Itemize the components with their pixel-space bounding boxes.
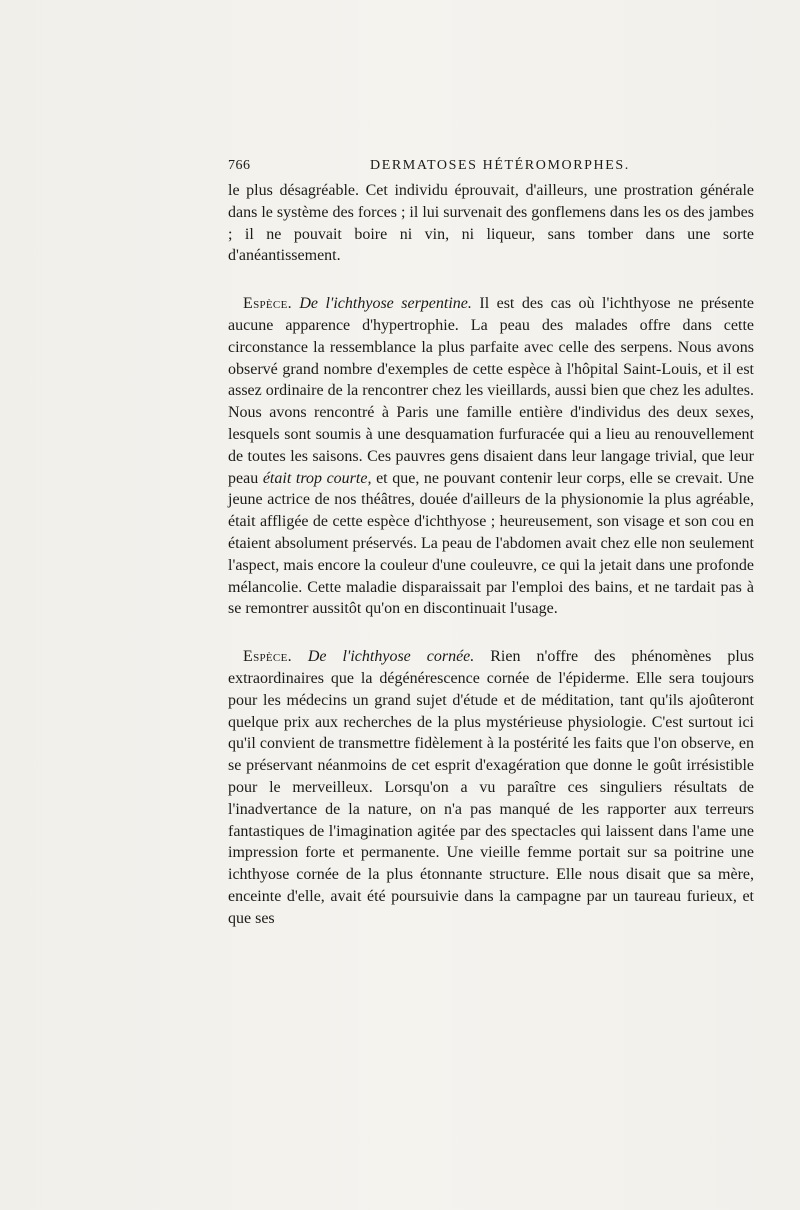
paragraph-gap	[228, 620, 754, 646]
page-number: 766	[228, 158, 251, 173]
paragraph-text: Il est des cas où l'ichthyose ne présente aucune apparence d'hypertrophie. La peau des malades offre dans cette circonstance la ressemblance la plus parfaite avec celle des serpens. Nous avons observé grand nombre d'exemples de cette espèce à l'hôpital Saint-Louis, et il est assez ordinaire de la rencontrer chez les vieillards, aussi bien que chez les adultes. Nous avons rencontré à Paris une famille entière d'individus des deux sexes, lesquels sont soumis à une desquamation furfuracée qui a lieu au renouvellement de toutes les saisons. Ces pauvres gens disaient dans leur langage trivial, que leur peau	[228, 295, 754, 487]
species-title: De l'ichthyose cornée.	[307, 648, 475, 666]
species-title: De l'ichthyose serpentine.	[299, 295, 472, 313]
paragraph-text: et que, ne pouvant contenir leur corps, elle se crevait. Une jeune actrice de nos théâtres, douée d'ailleurs de la physionomie la plus agréable, était affligée de cette espèce d'ichthyose ; heureusement, son visage et son cou en étaient absolument préservés. La peau de l'abdomen avait chez elle non seulement l'aspect, mais encore la couleur d'une couleuvre, ce qui la jetait dans une profonde mélancolie. Cette maladie disparaissait par l'emploi des bains, et ne tardait pas à se remontrer aussitôt qu'on en discontinuait l'usage.	[228, 469, 755, 618]
page-body	[228, 180, 754, 930]
species-label: Espèce.	[243, 648, 292, 666]
page-header	[228, 158, 756, 180]
running-title: DERMATOSES HÉTÉROMORPHES.	[370, 158, 630, 173]
paragraph-ichthyose-serpentine	[228, 293, 754, 620]
paragraph-continuation: le plus désagréable. Cet individu éprouvait, d'ailleurs, une prostration générale dans le système des forces ; il lui survenait des gonflemens dans les os des jambes ; il ne pouvait boire ni vin, ni liqueur, sans tomber dans une sorte d'anéantissement.	[228, 182, 754, 265]
paragraph-ichthyose-cornee	[228, 646, 754, 929]
paragraph-gap	[228, 267, 754, 293]
quoted-phrase: était trop courte,	[262, 469, 372, 487]
species-label: Espèce.	[243, 295, 292, 313]
paragraph-text: Rien n'offre des phénomènes plus extraordinaires que la dégénérescence cornée de l'épiderme. Elle sera toujours pour les médecins un grand sujet d'étude et de méditation, tant qu'ils ajoûteront quelque prix aux recherches de la plus mystérieuse physiologie. C'est surtout ici qu'il convient de transmettre fidèlement à la postérité les faits que l'on observe, en se préservant néanmoins de cet esprit d'exagération que donne le goût irrésistible pour le merveilleux. Lorsqu'on a vu paraître ces singuliers résultats de l'inadvertance de la nature, on n'a pas manqué de les rapporter aux terreurs fantastiques de l'imagination agitée par des spectacles qui laissent dans l'ame une impression forte et permanente. Une vieille femme portait sur sa poitrine une ichthyose cornée de la plus étonnante structure. Elle nous disait que sa mère, enceinte d'elle, avait été poursuivie dans la campagne par un taureau furieux, et que ses	[228, 648, 754, 927]
